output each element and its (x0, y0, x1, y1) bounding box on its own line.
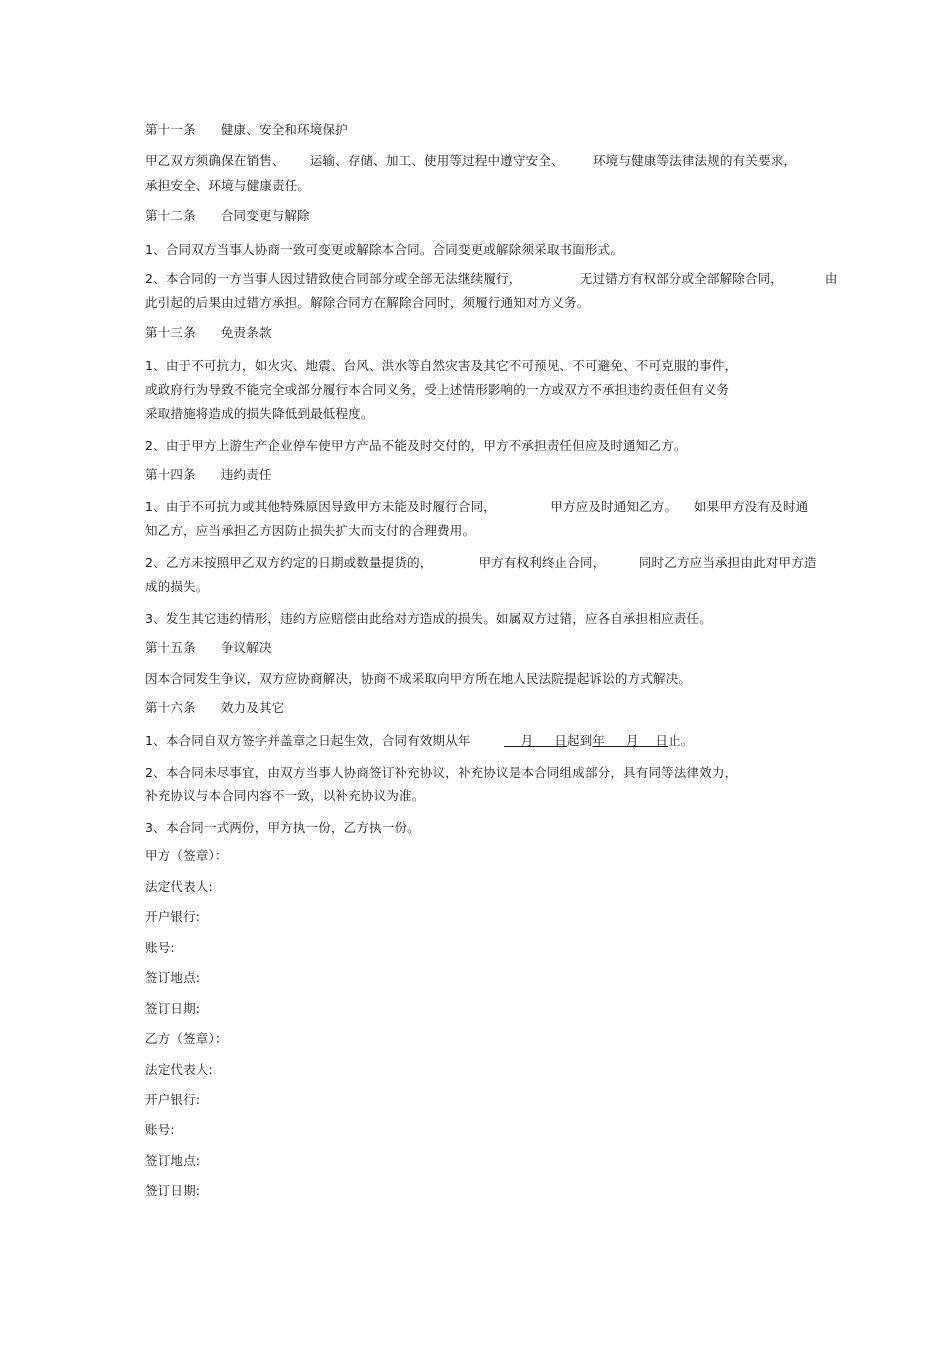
article-14-item-1-line-2: 知乙方，应当承担乙方因防止损失扩大而支付的合理费用。 (145, 523, 476, 538)
article-14-item-2-line-2: 成的损失。 (145, 579, 209, 594)
article-13-title: 第十三条 免责条款 (145, 325, 272, 340)
article-11-title: 第十一条 健康、安全和环境保护 (145, 122, 348, 137)
article-16-item-2-line-1: 2、本合同未尽事宜，由双方当事人协商签订补充协议，补充协议是本合同组成部分，具有同等法律效力， (145, 765, 738, 780)
article-16-title: 第十六条 效力及其它 (145, 700, 285, 715)
article-12-item-2-line-1: 2、本合同的一方当事人因过错致使合同部分或全部无法继续履行， 无过错方有权部分或全部解除合同， 由 (145, 271, 838, 286)
article-13-item-1-line-2: 或政府行为导致不能完全或部分履行本合同义务，受上述情形影响的一方或双方不承担违约责任但有义务 (145, 382, 730, 397)
article-12-item-2-line-2: 此引起的后果由过错方承担。解除合同方在解除合同时，须履行通知对方义务。 (145, 295, 590, 310)
article-14-item-1-line-1: 1、由于不可抗力或其他特殊原因导致甲方未能及时履行合同， 甲方应及时通知乙方。 如果甲方没有及时通 (145, 499, 809, 514)
party-a-legal-rep-label: 法定代表人: (145, 879, 213, 894)
party-b-place-label: 签订地点: (145, 1153, 201, 1168)
article-16-item-1-prefix: 1、本合同自双方签字并盖章之日起生效，合同有效期从年 (145, 733, 505, 748)
party-a-account-label: 账号: (145, 940, 175, 955)
party-b-legal-rep-label: 法定代表人: (145, 1062, 213, 1077)
article-16-item-1 (145, 733, 694, 749)
party-b-account-label: 账号: (145, 1122, 175, 1137)
validity-end-blank: 年 月 日 (592, 733, 669, 748)
party-a-bank-label: 开户银行: (145, 909, 201, 924)
party-b-seal-label: 乙方（签章）： (145, 1031, 228, 1046)
article-11-paragraph-line-2: 承担安全、环境与健康责任。 (145, 178, 311, 193)
party-b-date-label: 签订日期: (145, 1183, 201, 1198)
article-15-title: 第十五条 争议解决 (145, 640, 272, 655)
article-12-title: 第十二条 合同变更与解除 (145, 208, 310, 223)
article-14-item-2-line-1: 2、乙方未按照甲乙双方约定的日期或数量提货的， 甲方有权利终止合同， 同时乙方应当承担由此对甲方造 (145, 555, 817, 570)
article-16-item-3: 3、本合同一式两份，甲方执一份，乙方执一份。 (145, 820, 420, 835)
article-14-title: 第十四条 违约责任 (145, 467, 272, 482)
article-13-item-2: 2、由于甲方上游生产企业停车使甲方产品不能及时交付的，甲方不承担责任但应及时通知乙方。 (145, 438, 687, 453)
article-16-item-2-line-2: 补充协议与本合同内容不一致，以补充协议为准。 (145, 788, 425, 803)
article-15-paragraph: 因本合同发生争议，双方应协商解决，协商不成采取向甲方所在地人民法院提起诉讼的方式解决。 (145, 671, 692, 686)
validity-start-blank: 月 日 (504, 733, 568, 748)
article-16-item-1-suffix: 止。 (668, 733, 694, 748)
article-13-item-1-line-1: 1、由于不可抗力，如火灾、地震、台风、洪水等自然灾害及其它不可预见、不可避免、不可克服的事件， (145, 358, 738, 373)
article-14-item-3: 3、发生其它违约情形，违约方应赔偿由此给对方造成的损失。如属双方过错，应各自承担相应责任。 (145, 611, 712, 626)
article-13-item-1-line-3: 采取措施将造成的损失降低到最低程度。 (145, 406, 374, 421)
article-16-item-1-middle: 起到 (567, 733, 593, 748)
party-a-place-label: 签订地点: (145, 970, 201, 985)
party-b-bank-label: 开户银行: (145, 1092, 201, 1107)
party-a-date-label: 签订日期: (145, 1001, 201, 1016)
article-12-item-1: 1、合同双方当事人协商一致可变更或解除本合同。合同变更或解除须采取书面形式。 (145, 242, 624, 257)
article-11-paragraph-line-1: 甲乙双方须确保在销售、 运输、存储、加工、使用等过程中遵守安全、 环境与健康等法律法规的有关要求， (145, 153, 797, 168)
party-a-seal-label: 甲方（签章）： (145, 848, 228, 863)
